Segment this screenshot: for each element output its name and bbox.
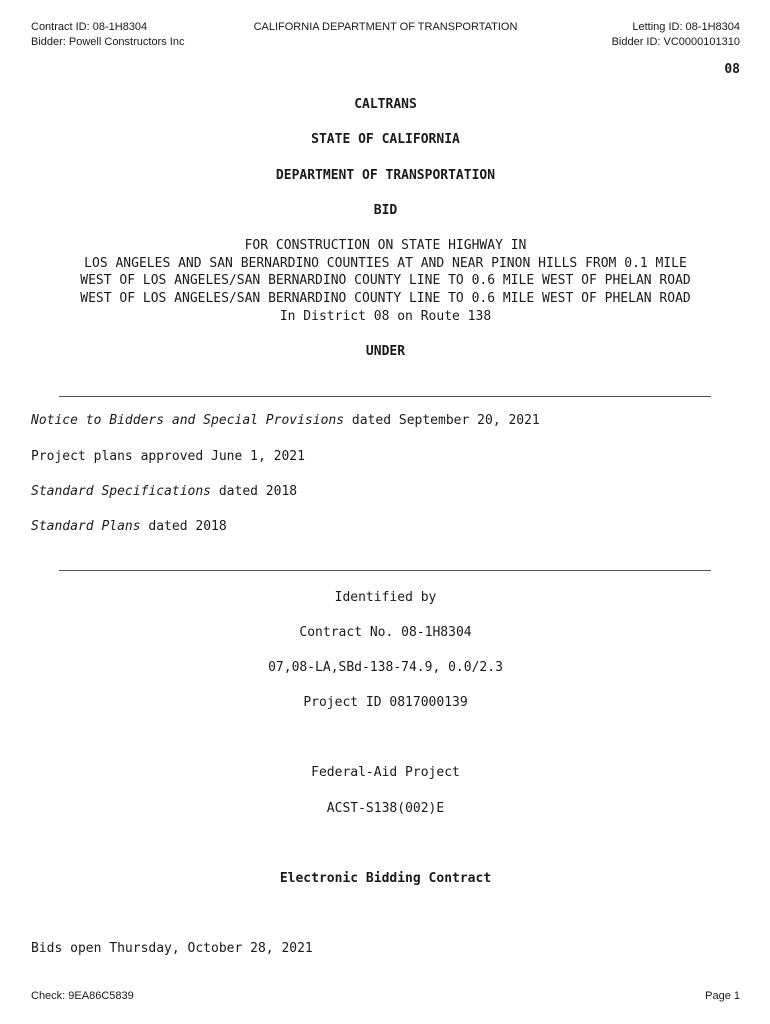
description-line-4: WEST OF LOS ANGELES/SAN BERNARDINO COUNTY LINE TO 0.6 MILE WEST OF PHELAN ROAD — [80, 291, 691, 306]
bids-open-date: Bids open Thursday, October 28, 2021 — [31, 941, 313, 956]
contract-id: Contract ID: 08-1H8304 — [31, 21, 148, 33]
description-line-5: In District 08 on Route 138 — [279, 309, 492, 324]
specs-title: Standard Specifications — [31, 484, 212, 499]
district-code: 08 — [724, 62, 740, 77]
bidder-id: Bidder ID: VC0000101310 — [611, 36, 740, 48]
project-plans-line: Project plans approved June 1, 2021 — [31, 449, 305, 464]
agency-name: CALIFORNIA DEPARTMENT OF TRANSPORTATION — [253, 21, 518, 33]
check-code: Check: 9EA86C5839 — [31, 990, 134, 1002]
divider-top — [59, 396, 711, 397]
notice-title: Notice to Bidders and Special Provisions — [31, 413, 345, 428]
identified-by: Identified by — [334, 590, 437, 605]
title-bid: BID — [373, 203, 398, 218]
under-label: UNDER — [365, 344, 406, 359]
contract-type: Electronic Bidding Contract — [279, 871, 492, 886]
bidder-name: Bidder: Powell Constructors Inc — [31, 36, 185, 48]
divider-bottom — [59, 570, 711, 571]
title-caltrans: CALTRANS — [354, 97, 417, 112]
letting-id: Letting ID: 08-1H8304 — [632, 21, 740, 33]
notice-date: dated September 20, 2021 — [344, 413, 540, 428]
title-state: STATE OF CALIFORNIA — [311, 132, 460, 147]
specs-date: dated 2018 — [211, 484, 298, 499]
federal-aid-label: Federal-Aid Project — [311, 765, 460, 780]
description-line-1: FOR CONSTRUCTION ON STATE HIGHWAY IN — [244, 238, 527, 253]
header-right — [612, 20, 740, 50]
std-plans-date: dated 2018 — [140, 519, 227, 534]
project-id: Project ID 0817000139 — [303, 695, 468, 710]
description-line-3: WEST OF LOS ANGELES/SAN BERNARDINO COUNTY LINE TO 0.6 MILE WEST OF PHELAN ROAD — [80, 273, 691, 288]
page-number: Page 1 — [705, 990, 740, 1002]
std-plans-title: Standard Plans — [31, 519, 141, 534]
standard-plans-line — [31, 519, 740, 534]
notice-line — [31, 413, 740, 428]
federal-aid-number: ACST-S138(002)E — [326, 801, 445, 816]
contract-number: Contract No. 08-1H8304 — [299, 625, 472, 640]
location-code: 07,08-LA,SBd-138-74.9, 0.0/2.3 — [268, 660, 503, 675]
title-department: DEPARTMENT OF TRANSPORTATION — [275, 168, 496, 183]
standard-specs-line — [31, 484, 740, 499]
description-line-2: LOS ANGELES AND SAN BERNARDINO COUNTIES AT AND NEAR PINON HILLS FROM 0.1 MILE — [84, 256, 687, 271]
